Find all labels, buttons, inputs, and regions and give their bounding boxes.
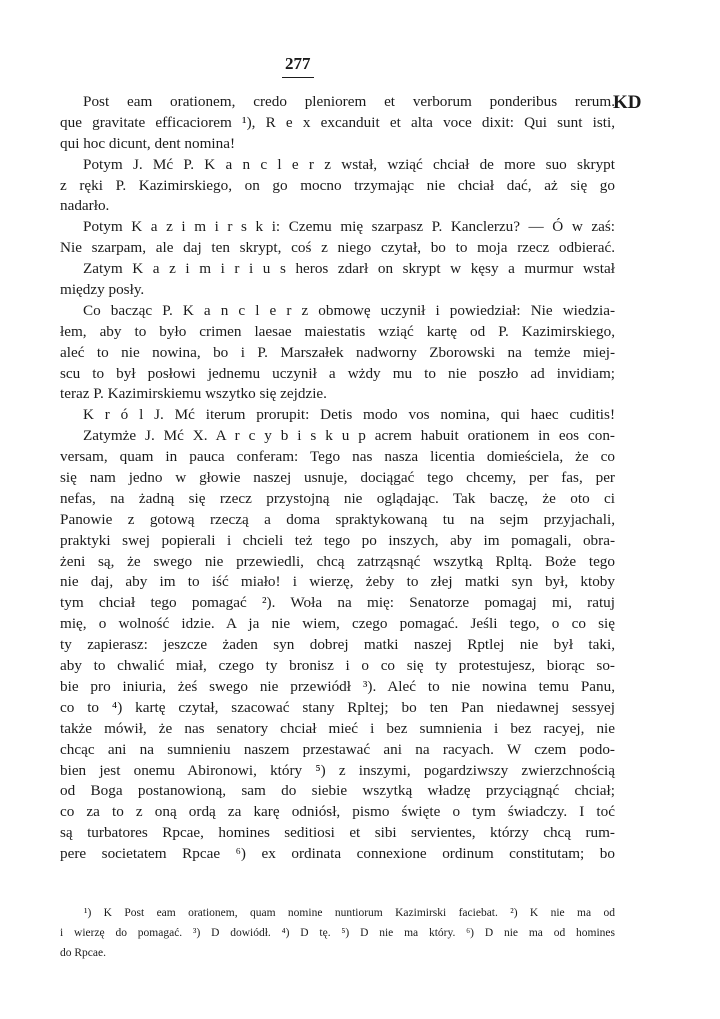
text-line: qui hoc dicunt, dent nomina! [60, 134, 236, 152]
text-line: scu to był posłowi jednemu uczynił a wżdy mu to nie poszło ad invidiam; [60, 364, 615, 382]
text-line: Co bacząc P. K a n c l e r z obmowę uczynił i powiedział: Nie wiedzia- [83, 301, 615, 319]
text-line: Potym K a z i m i r s k i: Czemu mię szarpasz P. Kanclerzu? — Ó w zaś: [83, 218, 615, 236]
text-line: aby to chwalić miał, czego ty bronisz i o co się ty protestujesz, biorąc so- [60, 657, 615, 675]
text-line: que gravitate efficaciorem ¹), R e x excanduit et alta voce dixit: Qui sunt isti, [60, 113, 615, 131]
text-line: tym chciał tego pomagać ²). Woła na mię: Senatorze pomagaj mi, ratuj [60, 594, 615, 612]
text-line: Zatym K a z i m i r i u s heros zdarł on skrypt w kęsy a murmur wstał [83, 260, 615, 278]
text-line: pere societatem Rpcae ⁶) ex ordinata connexione ordinum constitutam; bo [60, 845, 615, 863]
page-number: 277 [282, 52, 362, 76]
footnote-line: do Rpcae. [60, 947, 106, 959]
text-line: versam, quam in pauca conferam: Tego nas nasza licentia domieściela, że co [60, 448, 615, 466]
text-line: mię, o wolność idzie. A ja nie wiem, czego pomagać. Jeśli tego, o co się [60, 615, 615, 633]
text-line: Panowie z gotową rzeczą a doma spraktykowaną tu na sejm przyjachali, [60, 510, 615, 528]
text-line: się nam jedno w głowie naszej usnuje, dociągać tego chcemy, per fas, per [60, 469, 615, 487]
margin-note: KD [613, 92, 642, 113]
text-line: łem, aby to było crimen laesae maiestatis wziąć kartę od P. Kazimirskiego, [60, 322, 615, 340]
text-line: nie daj, aby im to iść miało! i wierzę, żeby to złej matki syn był, ktoby [60, 573, 615, 591]
text-line: aleć to nie nowina, bo i P. Marszałek nadworny Zborowski na temże miej- [60, 343, 615, 361]
text-line: Nie szarpam, ale daj ten skrypt, coś z niego czytał, bo to moja rzecz odbierać. [60, 239, 615, 257]
text-line: K r ó l J. Mć iterum prorupit: Detis modo vos nomina, qui haec cuditis! [83, 406, 615, 424]
text-line: Zatymże J. Mć X. A r c y b i s k u p acrem habuit orationem in eos con- [83, 427, 615, 445]
text-line: praktyki swej popierali i chcieli też tego po inszych, aby im pomagali, obra- [60, 531, 615, 549]
text-line: Post eam orationem, credo pleniorem et verborum ponderibus rerum. [83, 93, 615, 110]
body-text [60, 92, 615, 865]
text-line: Potym J. Mć P. K a n c l e r z wstał, wziąć chciał de more suo skrypt [83, 155, 615, 173]
text-line: teraz P. Kazimirskiemu wszytko się zejdzie. [60, 385, 327, 403]
text-line: między posły. [60, 281, 145, 299]
text-line: bien jest onemu Abironowi, który ⁵) z inszymi, pogardziwszy zwierzchnością [60, 761, 615, 779]
text-line: ty zapierasz: jeszcze żaden syn dobrej matki naszej Rptlej nie był taki, [60, 636, 615, 654]
text-line: żeni są, że swego nie przewiedli, chcą zatrząsnąć wszytką Rpltą. Boże tego [60, 552, 615, 570]
text-line: chcąc ani na sumnieniu naszem przestawać ani na racyach. W czem podo- [60, 740, 615, 758]
text-line: z ręki P. Kazimirskiego, on go mocno trzymając nie chciał dać, aż się go [60, 176, 615, 194]
text-line: od Boga postanowioną, sam do siebie wszytką władzę przyciągnąć chciał; [60, 782, 615, 800]
text-line: co za to z oną ordą za karę odniósł, pismo święte o tym świadczy. I toć [60, 803, 615, 821]
text-line: także mówił, że nas senatory chciał mieć i bez sumnienia i bez racyej, nie [60, 719, 615, 737]
text-line: nadarło. [60, 197, 110, 215]
text-line: bie pro iniuria, żeś swego nie przewiódł ³). Aleć to nie nowina temu Panu, [60, 677, 615, 695]
text-line: co to ⁴) kartę czytał, szacować stany Rpltej; bo ten Pan niedawnej sessyej [60, 698, 615, 716]
text-line: nefas, na żadną się rzecz przystojną nie oglądając. Tak baczę, że oto ci [60, 489, 615, 507]
footnote-line: ¹) K Post eam orationem, quam nomine nuntiorum Kazimirski faciebat. ²) K nie ma od [84, 907, 615, 919]
footnote-line: i wierzę do pomagać. ³) D dowiódł. ⁴) D tę. ⁵) D nie ma który. ⁶) D nie ma od homines [60, 927, 615, 939]
footnotes [60, 903, 615, 963]
text-line: są turbatores Rpcae, homines seditiosi et sibi servientes, którzy chcą rum- [60, 824, 615, 842]
